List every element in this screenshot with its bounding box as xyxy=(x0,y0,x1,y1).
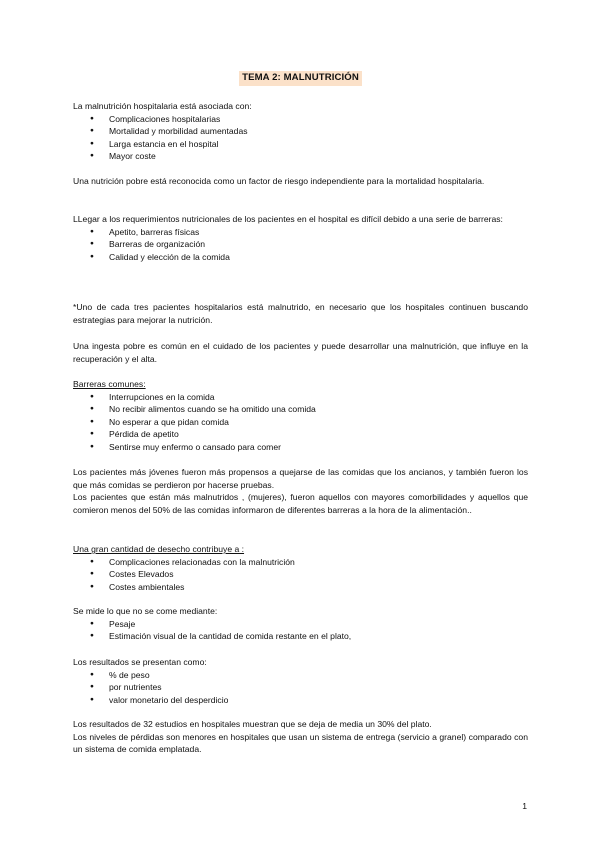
measure-list xyxy=(73,618,528,643)
results-list xyxy=(73,669,528,707)
list-item: ● No recibir alimentos cuando se ha omitido una comida xyxy=(73,403,528,416)
list-item: ● por nutrientes xyxy=(73,681,528,694)
list-item: ● Larga estancia en el hospital xyxy=(73,138,528,151)
waste-section xyxy=(73,543,528,593)
list-item: ● Pérdida de apetito xyxy=(73,428,528,441)
list-item: ● Pesaje xyxy=(73,618,528,631)
list-item: ● Apetito, barreras físicas xyxy=(73,226,528,239)
list-item: ● Costes Elevados xyxy=(73,568,528,581)
measure-section xyxy=(73,605,528,643)
common-barriers-list xyxy=(73,391,528,454)
list-item: ● Interrupciones en la comida xyxy=(73,391,528,404)
conclusions-section xyxy=(73,718,528,756)
page-title: TEMA 2: MALNUTRICIÓN xyxy=(239,71,362,86)
list-item: ● valor monetario del desperdicio xyxy=(73,694,528,707)
list-item: ● % de peso xyxy=(73,669,528,682)
list-item: ● Barreras de organización xyxy=(73,238,528,251)
list-item: ● Complicaciones relacionadas con la malnutrición xyxy=(73,556,528,569)
one-in-three-paragraph: *Uno de cada tres pacientes hospitalarios está malnutrido, en necesario que los hospitales continuen buscando estrategias para mejorar la nutrición. xyxy=(73,302,528,325)
poor-intake-paragraph: Una ingesta pobre es común en el cuidado de los pacientes y puede desarrollar una malnutrición, que influye en la recuperación y el alta. xyxy=(73,341,528,364)
studies-paragraph: Los resultados de 32 estudios en hospitales muestran que se deja de media un 30% del plato. xyxy=(73,719,432,729)
list-item: ● Costes ambientales xyxy=(73,581,528,594)
barriers-section xyxy=(73,213,528,263)
barriers-list xyxy=(73,226,528,264)
results-section xyxy=(73,656,528,706)
list-item: ● Complicaciones hospitalarias xyxy=(73,113,528,126)
intro-text: La malnutrición hospitalaria está asociada con: xyxy=(73,101,252,111)
intro-section xyxy=(73,100,528,163)
patients-section xyxy=(73,466,528,516)
list-item: ● No esperar a que pidan comida xyxy=(73,416,528,429)
title-container xyxy=(73,71,528,86)
risk-factor-paragraph: Una nutrición pobre está reconocida como un factor de riesgo independiente para la mortalidad hospitalaria. xyxy=(73,176,485,186)
waste-list xyxy=(73,556,528,594)
loss-levels-paragraph: Los niveles de pérdidas son menores en hospitales que usan un sistema de entrega (servicio a granel) comparado con un sistema de comida emplatada. xyxy=(73,731,528,755)
common-barriers-heading: Barreras comunes: xyxy=(73,379,146,389)
list-item: ● Calidad y elección de la comida xyxy=(73,251,528,264)
list-item: ● Sentirse muy enfermo o cansado para comer xyxy=(73,441,528,454)
list-item: ● Estimación visual de la cantidad de comida restante en el plato, xyxy=(73,630,528,643)
malnourished-patients-paragraph: Los pacientes que están más malnutridos , (mujeres), fueron aquellos con mayores comorbilidades y aquellos que comieron menos del 50% de las comidas informaron de diferentes barreras a la hora de la alimentación.. xyxy=(73,492,528,515)
list-item: ● Mortalidad y morbilidad aumentadas xyxy=(73,125,528,138)
younger-patients-paragraph: Los pacientes más jóvenes fueron más propensos a quejarse de las comidas que los ancianos, y también fueron los que más comidas se perdieron por hacerse pruebas. xyxy=(73,467,528,490)
associated-list xyxy=(73,113,528,163)
page-number: 1 xyxy=(522,801,527,811)
list-item: ● Mayor coste xyxy=(73,150,528,163)
measure-heading: Se mide lo que no se come mediante: xyxy=(73,606,218,616)
common-barriers-section xyxy=(73,378,528,454)
waste-heading: Una gran cantidad de desecho contribuye a : xyxy=(73,544,245,554)
barriers-intro: LLegar a los requerimientos nutricionales de los pacientes en el hospital es difícil debido a una serie de barreras: xyxy=(73,214,503,224)
results-heading: Los resultados se presentan como: xyxy=(73,657,207,667)
